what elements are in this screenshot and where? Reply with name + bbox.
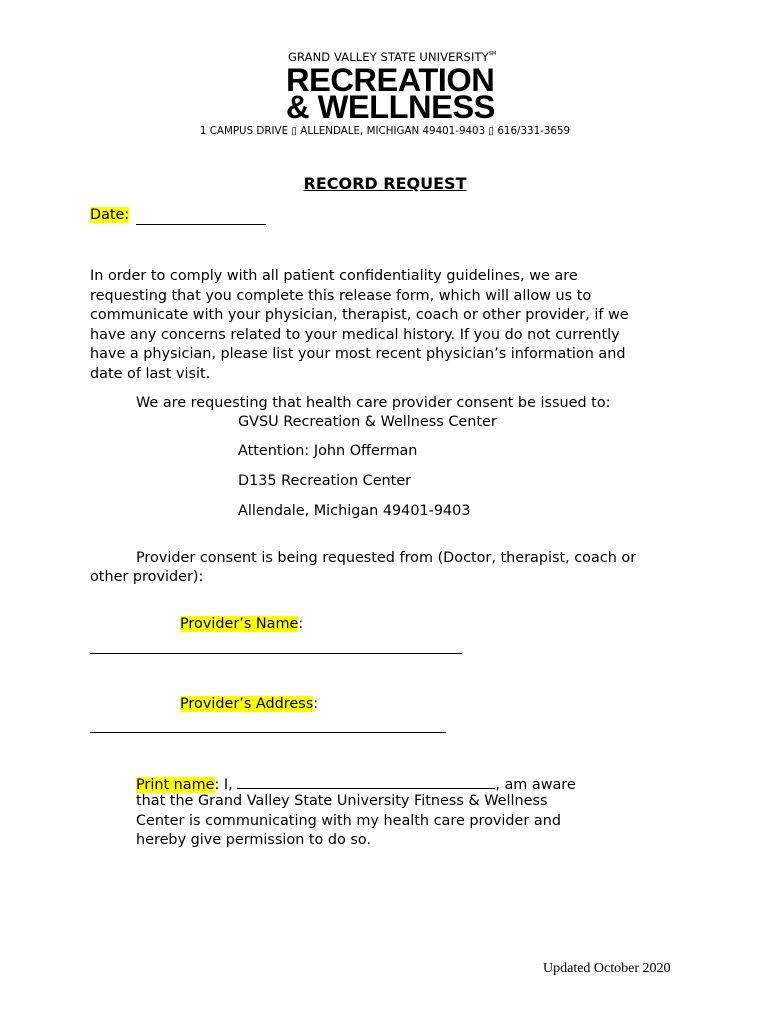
print-name-statement-line3: Center is communicating with my health care provider and: [136, 813, 561, 829]
print-name-statement-line2: that the Grand Valley State University Fitness & Wellness: [136, 793, 548, 809]
intro-line: have a physician, please list your most recent physician’s information and: [90, 346, 626, 363]
address-line: 1 CAMPUS DRIVE ▯ ALLENDALE, MICHIGAN 49401-9403 ▯ 616/331-3659: [199, 125, 571, 137]
provider-address-field[interactable]: [90, 732, 446, 733]
print-name-prefix: : I,: [214, 777, 238, 793]
provider-name-label: [180, 616, 303, 632]
intro-line: requesting that you complete this release form, which will allow us to: [90, 287, 592, 304]
logo-wellness: & WELLNESS: [286, 89, 495, 125]
consent-to-city: Allendale, Michigan 49401-9403: [238, 503, 471, 519]
consent-to-attention: Attention: John Offerman: [238, 443, 418, 459]
date-field[interactable]: [136, 224, 266, 225]
consent-from-line2: other provider):: [90, 569, 204, 585]
consent-to-lead: We are requesting that health care provider consent be issued to:: [136, 395, 611, 411]
intro-line: date of last visit.: [90, 365, 211, 382]
intro-line: have any concerns related to your medical history. If you do not currently: [90, 326, 620, 343]
date-label: [90, 207, 129, 223]
intro-line: In order to comply with all patient confidentiality guidelines, we are: [90, 268, 578, 284]
consent-from-line1: Provider consent is being requested from (Doctor, therapist, coach or: [136, 550, 637, 566]
print-name-label: Print name: [136, 777, 215, 793]
intro-line: communicate with your physician, therapist, coach or other provider, if we: [90, 307, 629, 324]
updated-date: Updated October 2020: [543, 961, 671, 976]
provider-name-label-text: Provider’s Name: [180, 616, 299, 632]
university-text: GRAND VALLEY STATE UNIVERSITY: [288, 50, 489, 64]
provider-name-colon: :: [298, 616, 304, 632]
page-title: RECORD REQUEST: [303, 174, 467, 193]
provider-name-field[interactable]: [90, 653, 462, 654]
provider-address-label-text: Provider’s Address: [180, 696, 314, 712]
consent-to-org: GVSU Recreation & Wellness Center: [238, 414, 497, 430]
print-name-statement-line4: hereby give permission to do so.: [136, 832, 372, 848]
print-name-line: [136, 774, 576, 793]
provider-address-label: [180, 696, 318, 712]
print-name-suffix: , am aware: [495, 777, 576, 793]
provider-address-colon: :: [313, 696, 319, 712]
print-name-field[interactable]: [237, 774, 495, 789]
logo-recreation: RECREATION: [286, 62, 495, 98]
trademark-mark: SM: [488, 51, 497, 57]
consent-to-room: D135 Recreation Center: [238, 473, 412, 489]
intro-paragraph: [90, 267, 629, 385]
date-label-text: Date:: [90, 207, 130, 223]
